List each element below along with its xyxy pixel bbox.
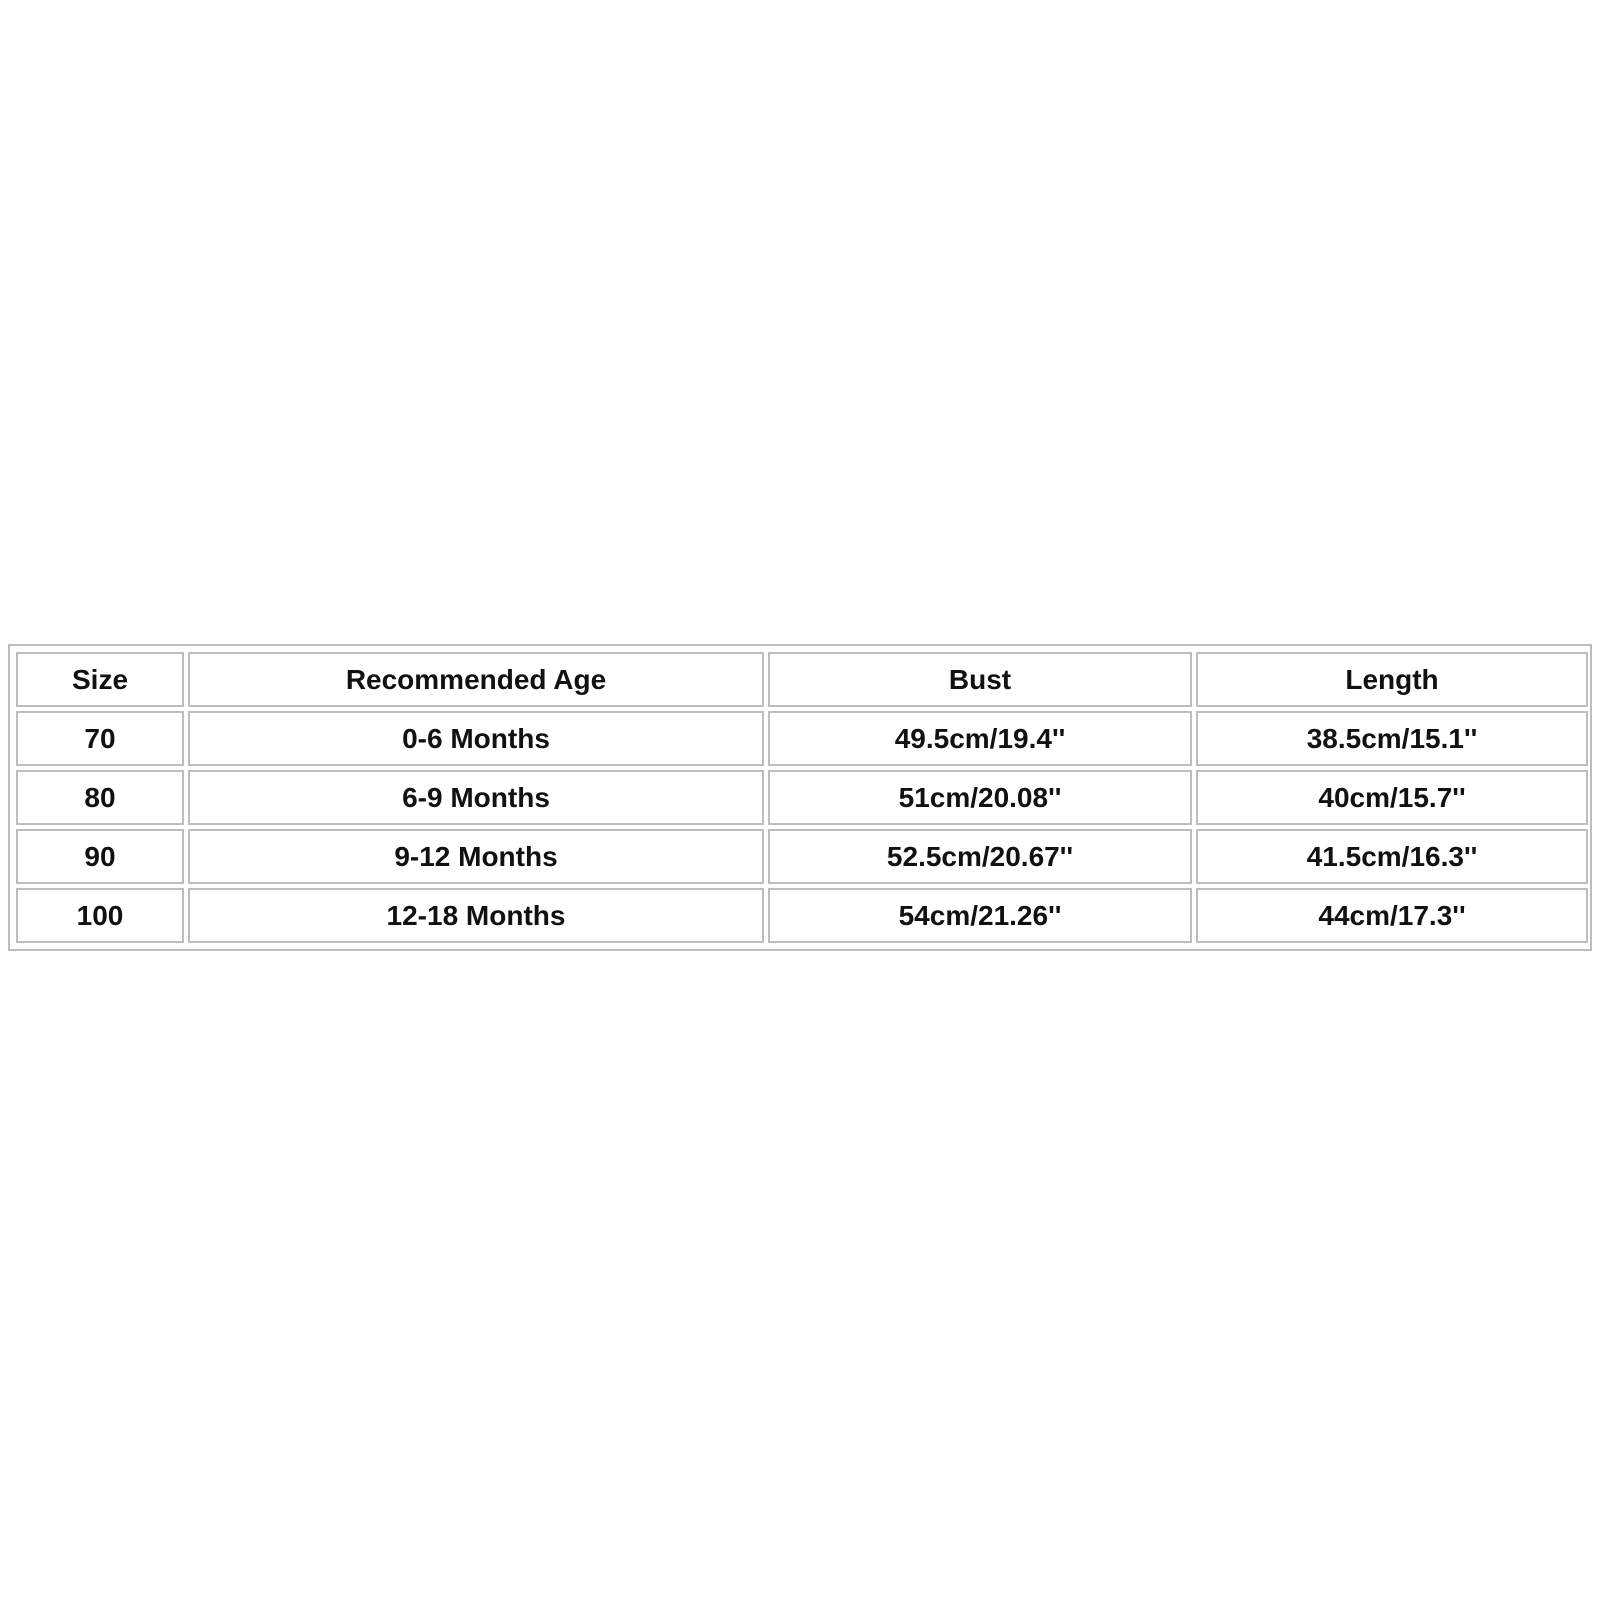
header-bust: Bust bbox=[768, 652, 1192, 707]
cell-length: 38.5cm/15.1'' bbox=[1196, 711, 1588, 766]
size-chart bbox=[8, 644, 1592, 951]
cell-recommended-age: 0-6 Months bbox=[188, 711, 764, 766]
cell-size: 100 bbox=[16, 888, 184, 943]
cell-size: 80 bbox=[16, 770, 184, 825]
table-row bbox=[16, 770, 1588, 825]
header-length: Length bbox=[1196, 652, 1588, 707]
cell-length: 40cm/15.7'' bbox=[1196, 770, 1588, 825]
cell-bust: 51cm/20.08'' bbox=[768, 770, 1192, 825]
cell-recommended-age: 6-9 Months bbox=[188, 770, 764, 825]
cell-length: 44cm/17.3'' bbox=[1196, 888, 1588, 943]
table-row bbox=[16, 829, 1588, 884]
header-size: Size bbox=[16, 652, 184, 707]
table-row bbox=[16, 888, 1588, 943]
table-header-row bbox=[16, 652, 1588, 707]
cell-size: 70 bbox=[16, 711, 184, 766]
cell-recommended-age: 12-18 Months bbox=[188, 888, 764, 943]
cell-bust: 52.5cm/20.67'' bbox=[768, 829, 1192, 884]
size-table bbox=[12, 648, 1592, 947]
header-recommended-age: Recommended Age bbox=[188, 652, 764, 707]
cell-recommended-age: 9-12 Months bbox=[188, 829, 764, 884]
cell-bust: 49.5cm/19.4'' bbox=[768, 711, 1192, 766]
cell-length: 41.5cm/16.3'' bbox=[1196, 829, 1588, 884]
table-row bbox=[16, 711, 1588, 766]
cell-size: 90 bbox=[16, 829, 184, 884]
cell-bust: 54cm/21.26'' bbox=[768, 888, 1192, 943]
